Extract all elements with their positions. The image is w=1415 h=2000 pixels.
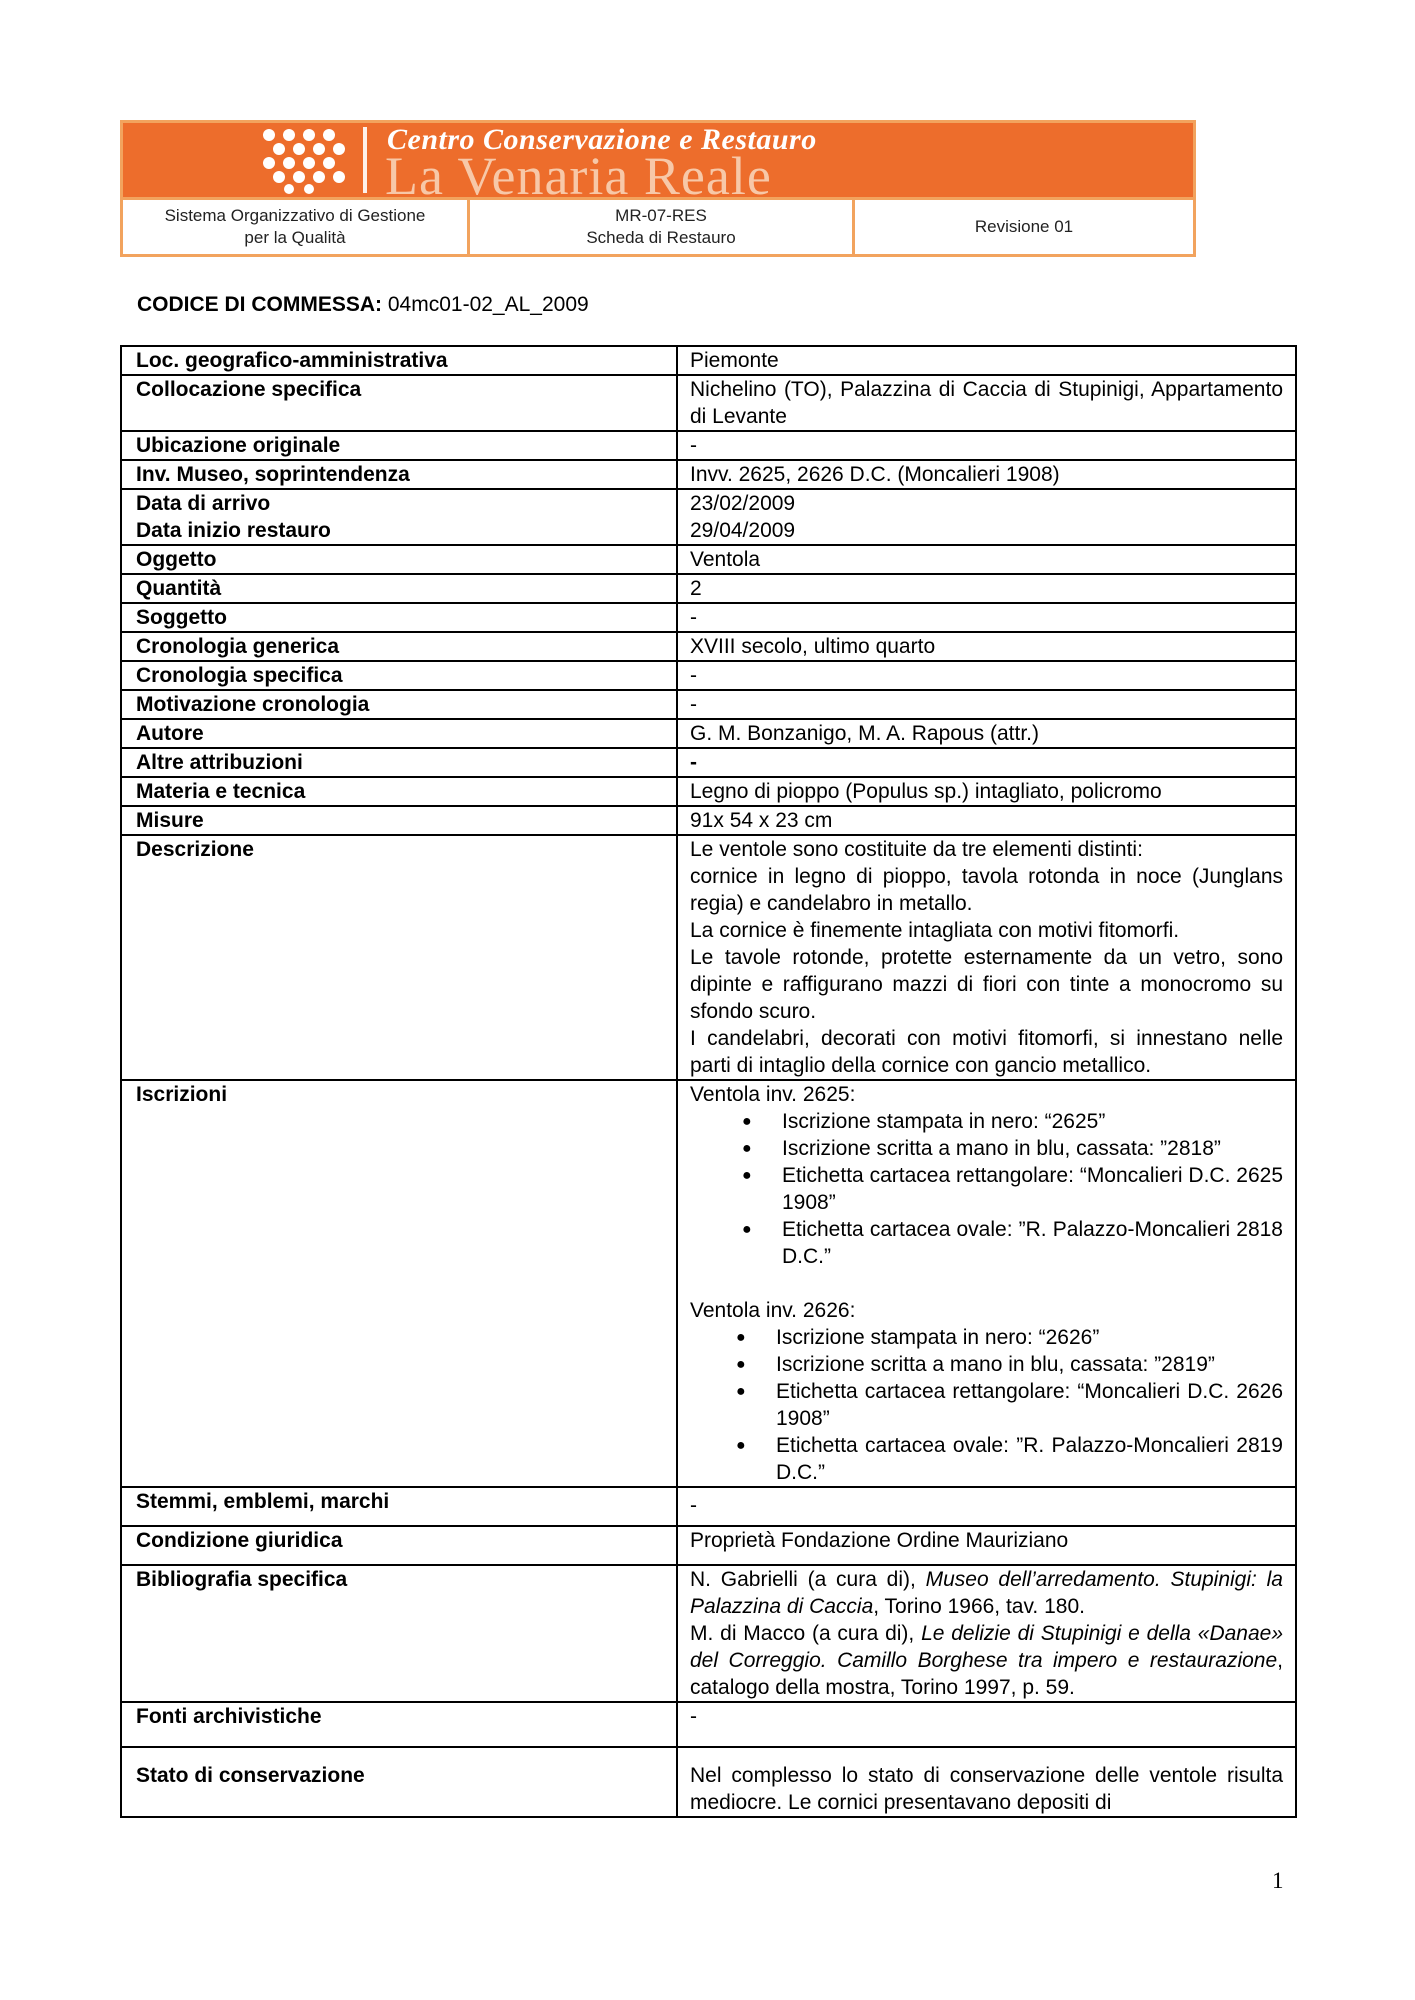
document-header (120, 120, 1196, 257)
field-value: - (677, 1702, 1296, 1747)
table-row (121, 1080, 1296, 1487)
field-value: Nel complesso lo stato di conservazione delle ventole risulta mediocre. Le cornici presentavano depositi di (677, 1747, 1296, 1817)
field-value: G. M. Bonzanigo, M. A. Rapous (attr.) (677, 719, 1296, 748)
field-label: Cronologia specifica (121, 661, 677, 690)
table-row (121, 375, 1296, 431)
list-item: ● Iscrizione stampata in nero: “2625” (782, 1108, 1283, 1135)
field-value: Invv. 2625, 2626 D.C. (Moncalieri 1908) (677, 460, 1296, 489)
table-row (121, 1702, 1296, 1747)
field-label: Condizione giuridica (121, 1526, 677, 1565)
field-label: Materia e tecnica (121, 777, 677, 806)
logo-separator (363, 127, 367, 193)
field-value: - (677, 1487, 1296, 1526)
page-number: 1 (1272, 1868, 1284, 1893)
table-row (121, 545, 1296, 574)
field-label: Stato di conservazione (121, 1747, 677, 1817)
inscription-group-title: Ventola inv. 2626: (690, 1299, 856, 1322)
commessa-code (137, 293, 589, 317)
restoration-record-table (120, 345, 1297, 1818)
list-item: ● Etichetta cartacea ovale: ”R. Palazzo-Moncalieri 2819 D.C.” (776, 1432, 1283, 1486)
table-row (121, 1565, 1296, 1702)
brand-subtitle: La Venaria Reale (385, 146, 772, 197)
table-row (121, 719, 1296, 748)
field-label: Autore (121, 719, 677, 748)
list-item: ● Etichetta cartacea rettangolare: “Moncalieri D.C. 2625 1908” (782, 1162, 1283, 1216)
list-item: ● Iscrizione scritta a mano in blu, cassata: ”2819” (776, 1351, 1283, 1378)
field-value: - (677, 661, 1296, 690)
table-row (121, 346, 1296, 375)
field-value: - (677, 603, 1296, 632)
table-row (121, 777, 1296, 806)
brand-banner (123, 123, 1193, 197)
description-text: Le ventole sono costituite da tre elementi distinti: cornice in legno di pioppo, tavola rotonda in noce (Junglans regia) e candelabro in metallo. La cornice è finemente intagliata con motivi fitomorfi. Le tavole rotonde, protette esternamente da un vetro, sono dipinte e raffigurano mazzi di fiori con tinte a monocromo su sfondo scuro. I candelabri, decorati con motivi fitomorfi, si innestano nelle parti di intaglio della cornice con gancio metallico. (677, 835, 1296, 1080)
table-row (121, 431, 1296, 460)
arrival-date-label: Data di arrivo (136, 492, 271, 515)
arrival-date-value: 23/02/2009 (690, 492, 796, 515)
field-label: Altre attribuzioni (121, 748, 677, 777)
field-label: Cronologia generica (121, 632, 677, 661)
table-row (121, 748, 1296, 777)
field-label: Inv. Museo, soprintendenza (121, 460, 677, 489)
table-row (121, 1526, 1296, 1565)
field-label: Descrizione (121, 835, 677, 1080)
table-row (121, 1747, 1296, 1817)
field-label: Bibliografia specifica (121, 1565, 677, 1702)
field-label: Iscrizioni (121, 1080, 677, 1487)
table-row (121, 661, 1296, 690)
commessa-value: 04mc01-02_AL_2009 (387, 293, 589, 316)
field-label: Loc. geografico-amministrativa (121, 346, 677, 375)
list-item: ● Iscrizione stampata in nero: “2626” (776, 1324, 1283, 1351)
field-value: 2 (677, 574, 1296, 603)
field-label: Oggetto (121, 545, 677, 574)
form-code-cell: MR-07-RES Scheda di Restauro (467, 200, 852, 254)
inscriptions-text (677, 1080, 1296, 1487)
field-value: - (677, 748, 1296, 777)
field-label: Misure (121, 806, 677, 835)
list-item: ● Iscrizione scritta a mano in blu, cassata: ”2818” (782, 1135, 1283, 1162)
field-label: Motivazione cronologia (121, 690, 677, 719)
field-value: Nichelino (TO), Palazzina di Caccia di Stupinigi, Appartamento di Levante (677, 375, 1296, 431)
inscription-group-title: Ventola inv. 2625: (690, 1083, 856, 1106)
table-row (121, 632, 1296, 661)
field-value: XVIII secolo, ultimo quarto (677, 632, 1296, 661)
restoration-start-value: 29/04/2009 (690, 519, 796, 542)
table-row (121, 806, 1296, 835)
inscription-list (690, 1324, 1283, 1486)
field-label: Quantità (121, 574, 677, 603)
header-info-row (123, 197, 1193, 254)
venaria-logo-icon (253, 125, 349, 195)
commessa-label: CODICE DI COMMESSA: (137, 293, 383, 316)
brand-title: Centro Conservazione e Restauro (387, 123, 817, 156)
field-value: Proprietà Fondazione Ordine Mauriziano (677, 1526, 1296, 1565)
list-item: ● Etichetta cartacea ovale: ”R. Palazzo-Moncalieri 2818 D.C.” (782, 1216, 1283, 1270)
quality-system-cell: Sistema Organizzativo di Gestione per la Qualità (164, 206, 426, 247)
inscription-list (690, 1108, 1283, 1270)
table-row (121, 603, 1296, 632)
field-label: Fonti archivistiche (121, 1702, 677, 1747)
field-value: Ventola (677, 545, 1296, 574)
restoration-start-label: Data inizio restauro (136, 519, 331, 542)
table-row (121, 489, 1296, 545)
table-row (121, 574, 1296, 603)
field-value: Piemonte (677, 346, 1296, 375)
field-label: Soggetto (121, 603, 677, 632)
table-row (121, 460, 1296, 489)
field-label: Stemmi, emblemi, marchi (121, 1487, 677, 1526)
field-value: - (677, 690, 1296, 719)
table-row (121, 835, 1296, 1080)
field-label: Ubicazione originale (121, 431, 677, 460)
bibliography-text: N. Gabrielli (a cura di), Museo dell’arredamento. Stupinigi: la Palazzina di Caccia, Torino 1966, tav. 180. M. di Macco (a cura di), Le delizie di Stupinigi e della «Danae» del Correggio. Camillo Borghese tra impero e restaurazione, catalogo della mostra, Torino 1997, p. 59. (677, 1565, 1296, 1702)
field-value: - (677, 431, 1296, 460)
field-value: 91x 54 x 23 cm (677, 806, 1296, 835)
revision-cell: Revisione 01 (852, 200, 1193, 254)
table-row (121, 690, 1296, 719)
list-item: ● Etichetta cartacea rettangolare: “Moncalieri D.C. 2626 1908” (776, 1378, 1283, 1432)
field-value: Legno di pioppo (Populus sp.) intagliato, policromo (677, 777, 1296, 806)
table-row (121, 1487, 1296, 1526)
field-label: Collocazione specifica (121, 375, 677, 431)
